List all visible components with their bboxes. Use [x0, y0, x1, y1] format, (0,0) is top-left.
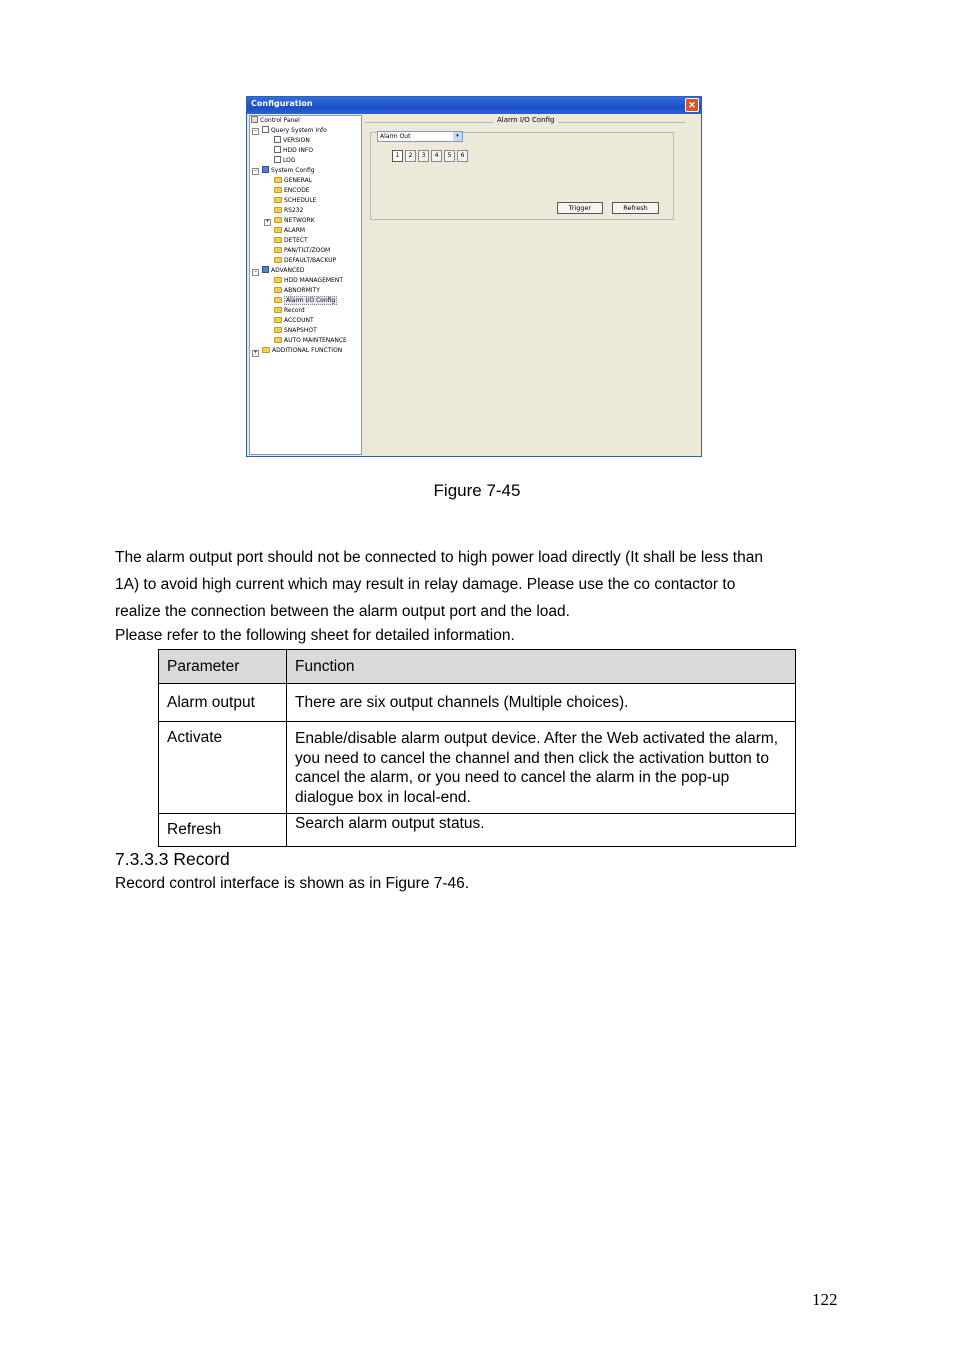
- settings-icon: [262, 166, 269, 173]
- paragraph-line-3: realize the connection between the alarm output port and the load.: [115, 603, 570, 620]
- group-title: Alarm I/O Config: [493, 116, 558, 124]
- trigger-button[interactable]: Trigger: [557, 202, 603, 214]
- folder-icon: [274, 237, 282, 243]
- collapse-icon[interactable]: −: [253, 128, 258, 134]
- tree-item-detect[interactable]: DETECT: [274, 236, 308, 246]
- tree-item-version[interactable]: VERSION: [274, 136, 310, 146]
- advanced-icon: [262, 266, 269, 273]
- function-cell: Enable/disable alarm output device. After the Web activated the alarm, you need to cancel the channel and then click the activation button to cancel the alarm, or you need to cancel the alarm in the pop-up dialogue box in local-end.: [287, 722, 796, 814]
- param-cell: Refresh: [159, 814, 287, 847]
- expand-icon[interactable]: +: [253, 350, 258, 356]
- tree-item-query-system-info[interactable]: Query System Info: [262, 126, 327, 136]
- folder-icon: [274, 257, 282, 263]
- section-heading: 7.3.3.3 Record: [115, 849, 230, 869]
- folder-icon: [274, 187, 282, 193]
- folder-icon: [274, 217, 282, 223]
- table-header-row: [159, 650, 796, 684]
- window-title: Configuration: [251, 99, 313, 108]
- configuration-window: [246, 96, 702, 457]
- tree-item-default-backup[interactable]: DEFAULT/BACKUP: [274, 256, 336, 266]
- folder-icon: [274, 307, 282, 313]
- tree-item-network[interactable]: NETWORK: [274, 216, 315, 226]
- channel-button-1[interactable]: 1: [392, 150, 403, 162]
- folder-icon: [262, 347, 270, 353]
- tree-item-system-config[interactable]: System Config: [262, 166, 315, 176]
- tree-item-snapshot[interactable]: SNAPSHOT: [274, 326, 317, 336]
- table-row: [159, 722, 796, 814]
- paragraph-line-2: 1A) to avoid high current which may result in relay damage. Please use the co contactor to: [115, 576, 736, 593]
- tree-item-general[interactable]: GENERAL: [274, 176, 312, 186]
- figure-caption: Figure 7-45: [433, 481, 521, 500]
- paragraph-line-1: The alarm output port should not be connected to high power load directly (It shall be less than: [115, 549, 763, 566]
- folder-icon: [274, 327, 282, 333]
- table-row: [159, 684, 796, 722]
- function-cell: There are six output channels (Multiple choices).: [287, 684, 796, 722]
- folder-icon: [274, 227, 282, 233]
- document-icon: [274, 146, 281, 153]
- tree-item-hdd-management[interactable]: HDD MANAGEMENT: [274, 276, 343, 286]
- folder-icon: [274, 247, 282, 253]
- tree-item-auto-maintenance[interactable]: AUTO MAINTENANCE: [274, 336, 347, 346]
- expand-icon[interactable]: +: [265, 219, 270, 225]
- channel-button-2[interactable]: 2: [405, 150, 416, 162]
- channel-button-4[interactable]: 4: [431, 150, 442, 162]
- tree-item-alarm[interactable]: ALARM: [274, 226, 305, 236]
- alarm-type-select[interactable]: [377, 131, 463, 142]
- folder-icon: [274, 337, 282, 343]
- tree-item-schedule[interactable]: SCHEDULE: [274, 196, 316, 206]
- tree-item-account[interactable]: ACCOUNT: [274, 316, 314, 326]
- collapse-icon[interactable]: −: [253, 269, 258, 275]
- table-intro: Please refer to the following sheet for detailed information.: [115, 627, 515, 644]
- tree-item-encode[interactable]: ENCODE: [274, 186, 310, 196]
- config-tree: [249, 115, 362, 455]
- tree-item-additional-function[interactable]: ADDITIONAL FUNCTION: [262, 346, 342, 356]
- table-row: [159, 814, 796, 847]
- window-titlebar[interactable]: [247, 97, 701, 114]
- tree-item-hdd-info[interactable]: HDD INFO: [274, 146, 313, 156]
- document-icon: [262, 126, 269, 133]
- channel-button-3[interactable]: 3: [418, 150, 429, 162]
- collapse-icon[interactable]: −: [253, 168, 258, 174]
- folder-icon: [274, 197, 282, 203]
- folder-icon: [274, 207, 282, 213]
- param-cell: Activate: [159, 722, 287, 814]
- folder-icon: [274, 277, 282, 283]
- folder-icon: [274, 297, 282, 303]
- document-icon: [274, 136, 281, 143]
- channel-button-6[interactable]: 6: [457, 150, 468, 162]
- alarm-io-config-panel: [363, 115, 699, 455]
- param-cell: Alarm output: [159, 684, 287, 722]
- channel-button-5[interactable]: 5: [444, 150, 455, 162]
- page-number: 122: [812, 1290, 838, 1309]
- folder-icon: [274, 287, 282, 293]
- function-cell: Search alarm output status.: [287, 814, 796, 847]
- parameter-table: [158, 649, 796, 847]
- close-icon[interactable]: ✕: [685, 98, 699, 112]
- tree-item-advanced[interactable]: ADVANCED: [262, 266, 305, 276]
- tree-item-rs232[interactable]: RS232: [274, 206, 303, 216]
- tree-item-control-panel[interactable]: Control Panel: [251, 116, 300, 126]
- folder-icon: [274, 177, 282, 183]
- tree-item-pan-tilt-zoom[interactable]: PAN/TILT/ZOOM: [274, 246, 330, 256]
- tree-item-log[interactable]: LOG: [274, 156, 296, 166]
- control-panel-icon: [251, 116, 258, 123]
- chevron-down-icon[interactable]: ▾: [453, 132, 462, 141]
- section-text: Record control interface is shown as in Figure 7-46.: [115, 875, 470, 892]
- tree-item-abnormity[interactable]: ABNORMITY: [274, 286, 320, 296]
- header-function: Function: [287, 650, 796, 684]
- tree-item-record[interactable]: Record: [274, 306, 305, 316]
- folder-icon: [274, 317, 282, 323]
- tree-item-alarm-io-config[interactable]: Alarm I/O Config: [274, 296, 337, 306]
- document-icon: [274, 156, 281, 163]
- refresh-button[interactable]: Refresh: [612, 202, 659, 214]
- header-parameter: Parameter: [159, 650, 287, 684]
- alarm-type-select-value: Alarm Out: [380, 133, 411, 140]
